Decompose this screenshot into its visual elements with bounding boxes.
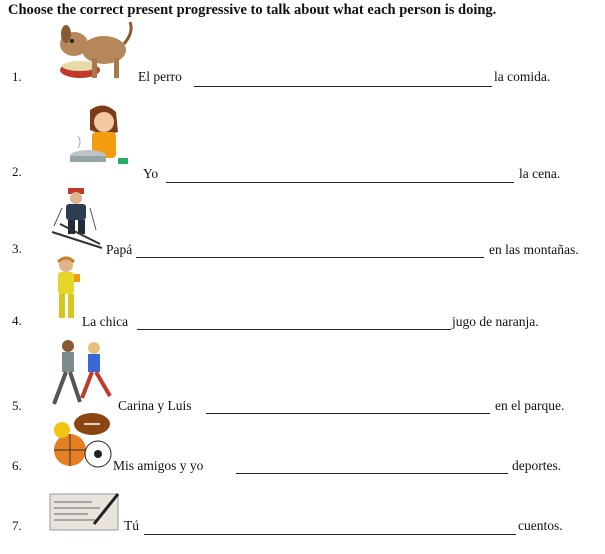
answer-blank[interactable]: [136, 257, 484, 258]
item-number: 4.: [12, 313, 22, 328]
item-subject: La chica: [82, 314, 129, 329]
item-ending: en el parque.: [495, 398, 565, 413]
item-subject: Carina y Luis: [118, 398, 192, 413]
answer-blank[interactable]: [166, 182, 514, 183]
runners-icon: [48, 338, 118, 410]
item-number: 5.: [12, 398, 22, 413]
answer-blank[interactable]: [137, 329, 451, 330]
writing-pen-icon: [48, 490, 120, 532]
answer-blank[interactable]: [144, 534, 516, 535]
girl-drinking-icon: [52, 256, 84, 324]
item-ending: en las montañas.: [489, 242, 579, 257]
answer-blank[interactable]: [206, 413, 490, 414]
item-number: 7.: [12, 518, 22, 533]
sports-balls-icon: [52, 410, 116, 472]
item-subject: El perro: [138, 69, 182, 84]
answer-blank[interactable]: [236, 473, 508, 474]
dog-eating-icon: [44, 14, 136, 82]
item-ending: la cena.: [519, 166, 561, 181]
item-subject: Yo: [143, 166, 159, 181]
item-subject: Papá: [106, 242, 133, 257]
skier-icon: [50, 186, 106, 252]
woman-cooking-icon: [64, 102, 136, 176]
item-number: 1.: [12, 69, 22, 84]
item-ending: deportes.: [512, 458, 562, 473]
item-ending: cuentos.: [518, 518, 563, 533]
item-subject: Mis amigos y yo: [113, 458, 204, 473]
item-number: 6.: [12, 458, 22, 473]
item-ending: la comida.: [494, 69, 551, 84]
item-number: 2.: [12, 164, 22, 179]
instruction-heading: Choose the correct present progressive to talk about what each person is doing.: [8, 2, 497, 18]
item-ending: jugo de naranja.: [452, 314, 539, 329]
item-number: 3.: [12, 241, 22, 256]
answer-blank[interactable]: [194, 86, 492, 87]
item-subject: Tú: [124, 518, 139, 533]
